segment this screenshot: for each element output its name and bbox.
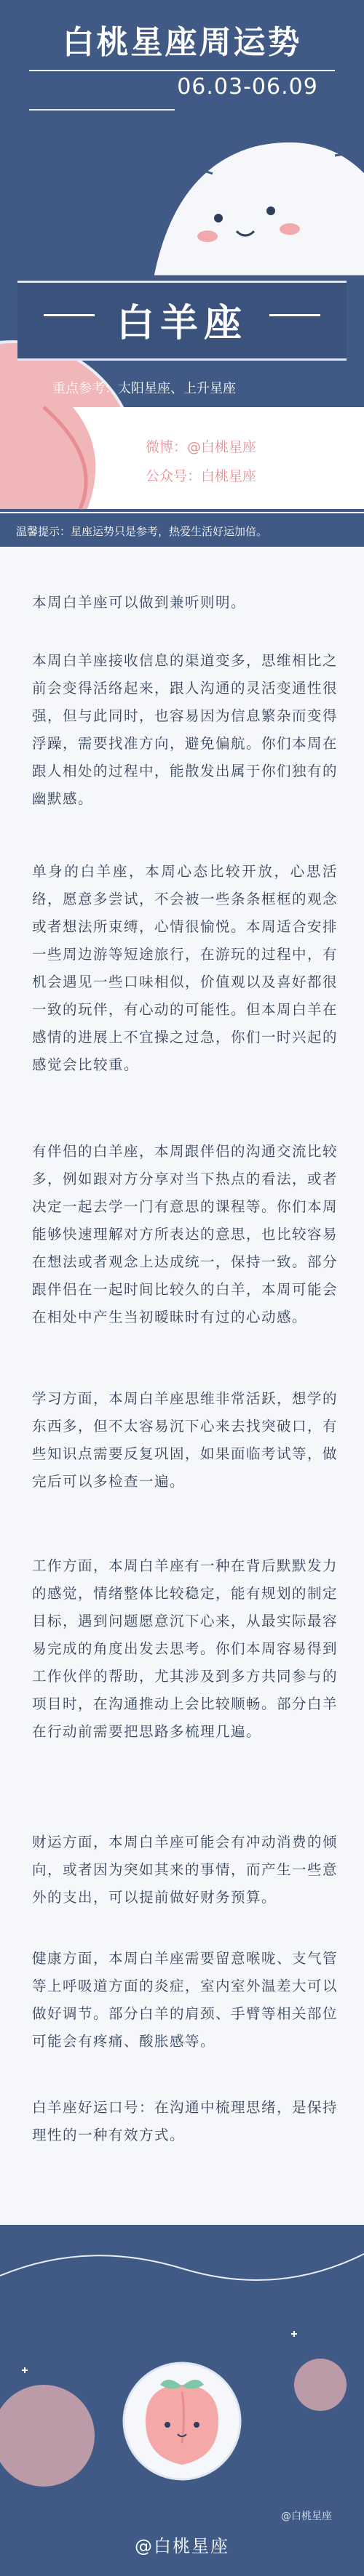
wechat-handle: 公众号：白桃星座 (146, 468, 257, 484)
paragraph: 有伴侣的白羊座，本周跟伴侣的沟通交流比较多，例如跟对方分享对当下热点的看法，或者决定一起去学一门有意思的课程等。你们本周能够快速理解对方所表达的意思，也比较容易在想法或者观念上达成统一，保持一致。部分跟伴侣在一起时间比较久的白羊，本周可能会在相处中产生当初暧昧时有过的心动感。 (32, 1143, 339, 1325)
tip-text: 温馨提示：星座运势只是参考，热爱生活好运加倍。 (16, 525, 268, 538)
mascot-icon (0, 0, 364, 291)
footer-brand: @白桃星座 (135, 2536, 229, 2556)
peach-icon (116, 2334, 248, 2501)
date-range: 06.03-06.09 (177, 74, 318, 100)
page-title: 白桃星座周运势 (62, 24, 302, 61)
watermark: @白桃星座 (281, 2511, 332, 2522)
weibo-handle: 微博：@白桃星座 (146, 439, 257, 455)
paragraph: 财运方面，本周白羊座可能会有冲动消费的倾向，或者因为突如其来的事情，而产生一些意外的支出，可以提前做好财务预算。 (32, 1834, 339, 1906)
paragraph: 健康方面，本周白羊座需要留意喉咙、支气管等上呼吸道方面的炎症，室内室外温差大可以做好调节。部分白羊的肩颈、手臂等相关部位可能会有疼痛、酸胀感等。 (32, 1950, 339, 2050)
sign-title: 白羊座 (116, 302, 248, 345)
paragraph: 本周白羊座可以做到兼听则明。 (32, 594, 247, 611)
reference-note: 重点参考：太阳星座、上升星座 (52, 381, 236, 396)
social-panel (0, 407, 364, 512)
paragraph: 白羊座好运口号：在沟通中梳理思绪，是保持理性的一种有效方式。 (32, 2099, 339, 2143)
paragraph: 工作方面，本周白羊座有一种在背后默默发力的感觉，情绪整体比较稳定，能有规划的制定目标，遇到问题愿意沉下心来，从最实际最容易完成的角度出发去思考。你们本周容易得到工作伙伴的帮助，尤其涉及到多方共同参与的项目时，在沟通推动上会比较顺畅。部分白羊在行动前需要把思路多梳理几遍。 (32, 1557, 339, 1740)
paragraph: 单身的白羊座，本周心态比较开放，心思活络，愿意多尝试，不会被一些条条框框的观念或者想法所束缚，心情很愉悦。本周适合安排一些周边游等短途旅行，在游玩的过程中，有机会遇见一些口味相似，价值观以及喜好都很一致的玩伴，有心动的可能性。但本周白羊在感情的进展上不宜操之过急，你们一时兴起的感觉会比较重。 (32, 863, 339, 1073)
paragraph: 学习方面，本周白羊座思维非常活跃，想学的东西多，但不太容易沉下心来去找突破口，有些知识点需要反复巩固，如果面临考试等，做完后可以多检查一遍。 (32, 1390, 339, 1490)
paragraph: 本周白羊座接收信息的渠道变多，思维相比之前会变得活络起来，跟人沟通的灵活变通性很强，但与此同时，也容易因为信息繁杂而变得浮躁，需要找准方向，避免偏航。你们本周在跟人相处的过程中，能散发出属于你们独有的幽默感。 (32, 652, 339, 807)
